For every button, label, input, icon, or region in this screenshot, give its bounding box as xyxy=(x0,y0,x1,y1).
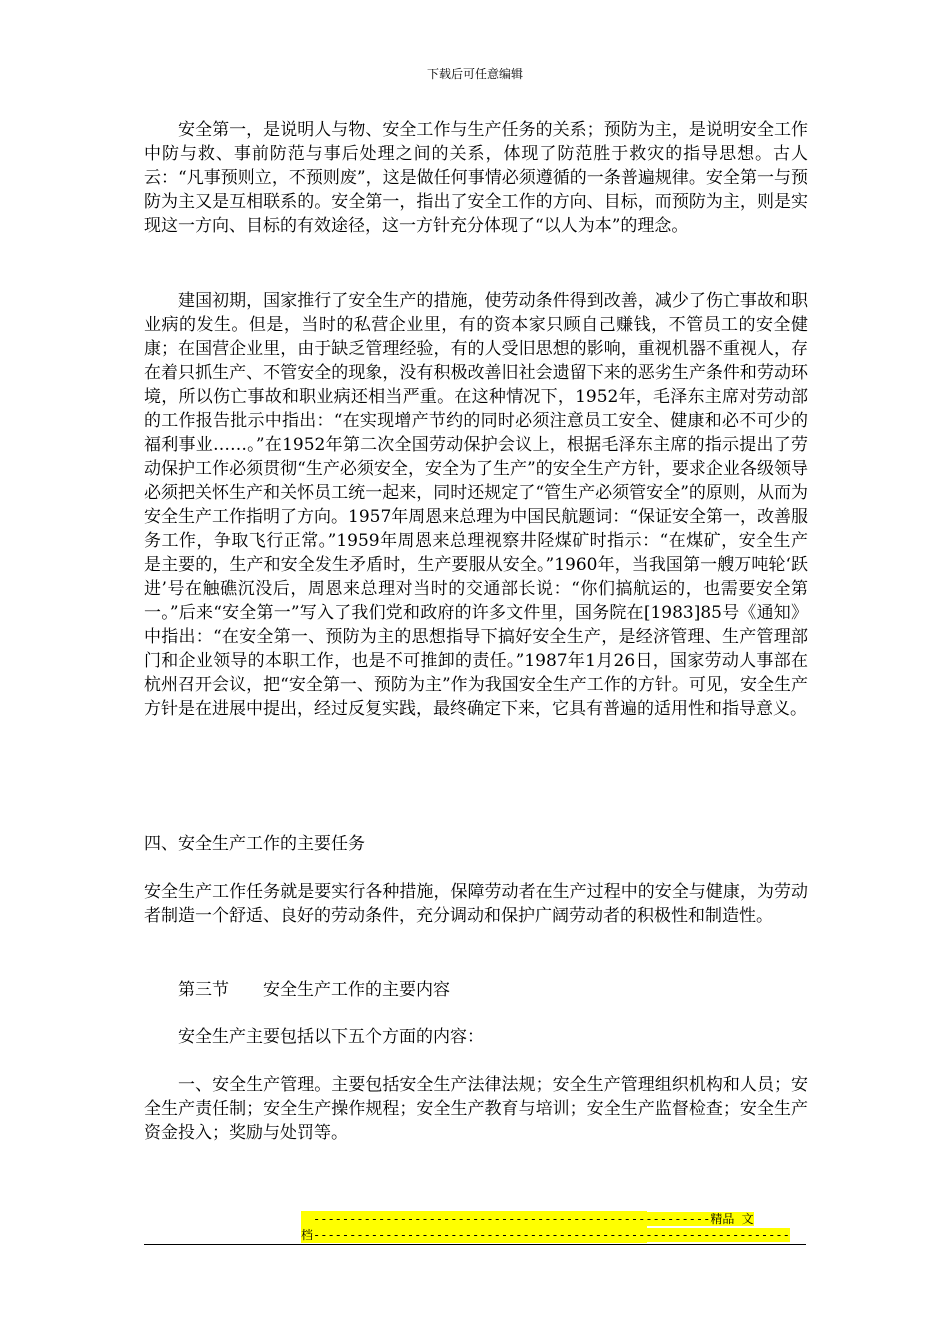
paragraph-main-tasks: 安全生产工作任务就是要实行各种措施，保障劳动者在生产过程中的安全与健康，为劳动者制造一个舒适、良好的劳动条件，充分调动和保护广阔劳动者的积极性和制造性。 xyxy=(144,882,808,926)
paragraph-safety-first: 安全第一，是说明人与物、安全工作与生产任务的关系；预防为主，是说明安全工作中防与救、事前防范与事后处理之间的关系，体现了防范胜于救灾的指导思想。古人云：“凡事预则立，不预则废”，这是做任何事情必须遵循的一条普遍规律。安全第一与预防为主又是互相联系的。安全第一，指出了安全工作的方向、目标，而预防为主，则是实现这一方向、目标的有效途径，这一方针充分体现了“以人为本”的理念。 xyxy=(144,120,808,236)
footer-rule xyxy=(144,1244,806,1245)
paragraph-safety-management: 一、安全生产管理。主要包括安全生产法律法规；安全生产管理组织机构和人员；安全生产责任制；安全生产操作规程；安全生产教育与培训；安全生产监督检查；安全生产资金投入；奖励与处罚等。 xyxy=(144,1075,808,1143)
section-heading-main-tasks: 四、安全生产工作的主要任务 xyxy=(144,834,365,854)
paragraph-history: 建国初期，国家推行了安全生产的措施，使劳动条件得到改善，减少了伤亡事故和职业病的发生。但是，当时的私营企业里，有的资本家只顾自己赚钱，不管员工的安全健康；在国营企业里，由于缺乏管理经验，有的人受旧思想的影响，重视机器不重视人，存在着只抓生产、不管安全的现象，没有积极改善旧社会遗留下来的恶劣生产条件和劳动环境，所以伤亡事故和职业病还相当严重。在这种情况下，1952年，毛泽东主席对劳动部的工作报告批示中指出：“在实现增产节约的同时必须注意员工安全、健康和必不可少的福利事业……。”在1952年第二次全国劳动保护会议上，根据毛泽东主席的指示提出了劳动保护工作必须贯彻“生产必须安全，安全为了生产”的安全生产方针，要求企业各级领导必须把关怀生产和关怀员工统一起来，同时还规定了“管生产必须管安全”的原则，从而为安全生产工作指明了方向。1957年周恩来总理为中国民航题词：“保证安全第一，改善服务工作，争取飞行正常。”1959年周恩来总理视察井陉煤矿时指示：“在煤矿，安全生产是主要的，生产和安全发生矛盾时，生产要服从安全。”1960年，当我国第一艘万吨轮‘跃进’号在触礁沉没后，周恩来总理对当时的交通部长说：“你们搞航运的，也需要安全第一。”后来“安全第一”写入了我们党和政府的许多文件里，国务院在[1983]85号《通知》中指出：“在安全第一、预防为主的思想指导下搞好安全生产，是经济管理、生产管理部门和企业领导的本职工作，也是不可推卸的责任。”1987年1月26日，国家劳动人事部在杭州召开会议，把“安全第一、预防为主”作为我国安全生产工作的方针。可见，安全生产方针是在进展中提出，经过反复实践，最终确定下来，它具有普遍的适用性和指导意义。 xyxy=(144,291,808,719)
page-header: 下载后可任意编辑 xyxy=(426,67,523,81)
paragraph-five-aspects: 安全生产主要包括以下五个方面的内容： xyxy=(144,1027,484,1047)
section-heading-third-section: 第三节 安全生产工作的主要内容 xyxy=(144,980,450,1000)
footer-line-1: -------------------------------------------------------精品 文 xyxy=(313,1212,754,1226)
footer-watermark xyxy=(301,1211,790,1243)
footer-line-2: 档------------------------------------------------------------------ xyxy=(301,1228,790,1242)
